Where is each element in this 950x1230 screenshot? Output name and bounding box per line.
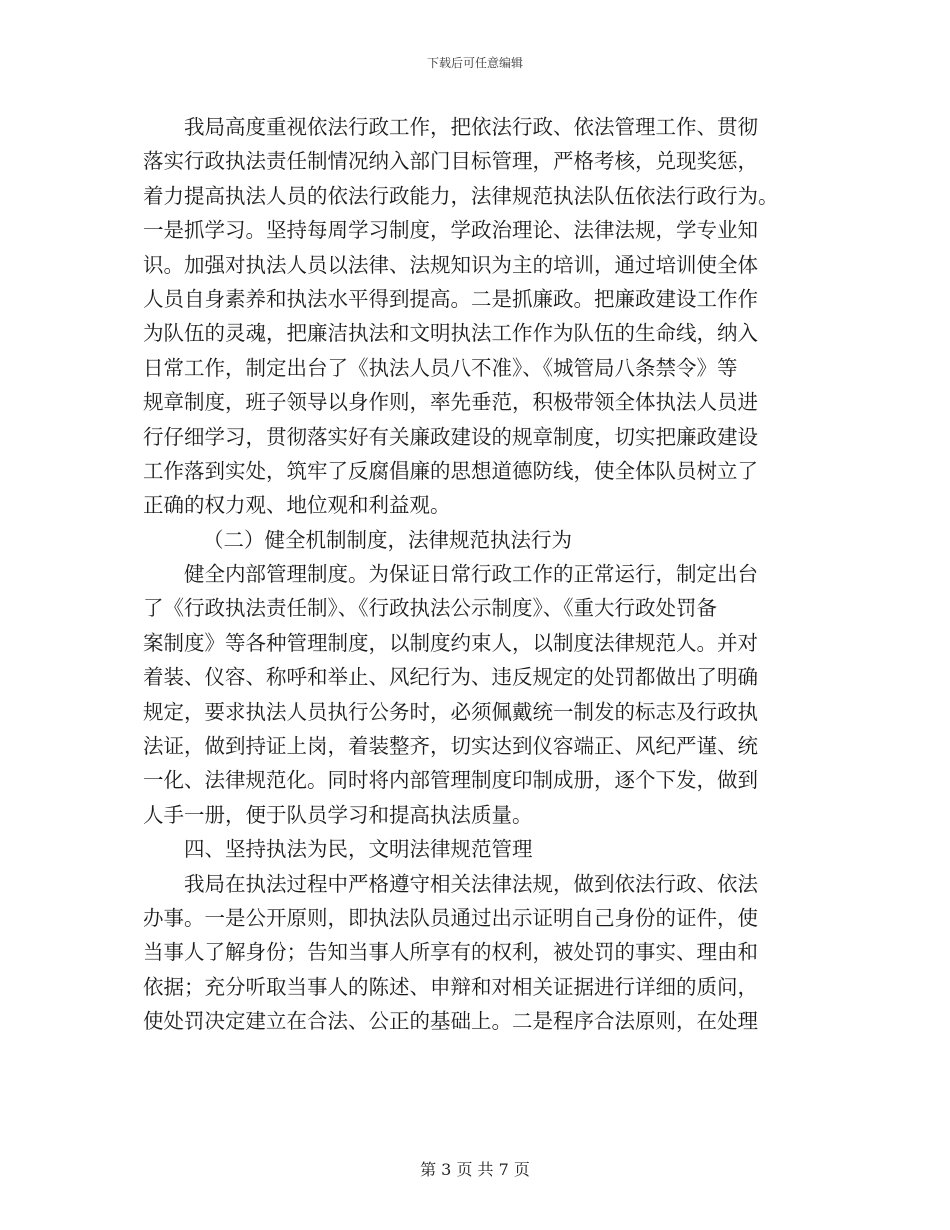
- text-line: 我局在执法过程中严格遵守相关法律法规，做到依法行政、依法: [184, 871, 758, 896]
- text-line: 正确的权力观、地位观和利益观。: [143, 493, 451, 518]
- text-line: 识。加强对执法人员以法律、法规知识为主的培训，通过培训使全体: [143, 252, 758, 277]
- text-line: 健全内部管理制度。为保证日常行政工作的正常运行，制定出台: [184, 562, 758, 587]
- page-header: 下载后可任意编辑: [426, 56, 523, 70]
- text-line: （二）健全机制制度，法律规范执法行为: [203, 527, 572, 552]
- text-line: 着装、仪容、称呼和举止、风纪行为、违反规定的处罚都做出了明确: [143, 665, 758, 690]
- text-line: 人员自身素养和执法水平得到提高。二是抓廉政。把廉政建设工作作: [143, 286, 758, 311]
- text-line: 使处罚决定建立在合法、公正的基础上。二是程序合法原则，在处理: [143, 1009, 758, 1034]
- text-line: 日常工作，制定出台了《执法人员八不准》、《城管局八条禁令》等: [143, 355, 738, 380]
- text-line: 行仔细学习，贯彻落实好有关廉政建设的规章制度，切实把廉政建设: [143, 424, 758, 449]
- text-line: 规章制度，班子领导以身作则，率先垂范，积极带领全体执法人员进: [143, 390, 758, 415]
- text-line: 我局高度重视依法行政工作，把依法行政、依法管理工作、贯彻: [184, 115, 758, 139]
- text-line: 工作落到实处，筑牢了反腐倡廉的思想道德防线，使全体队员树立了: [143, 458, 758, 483]
- text-line: 法证，做到持证上岗，着装整齐，切实达到仪容端正、风纪严谨、统: [143, 734, 758, 759]
- text-line: 四、坚持执法为民，文明法律规范管理: [184, 837, 533, 862]
- text-line: 规定，要求执法人员执行公务时，必须佩戴统一制发的标志及行政执: [143, 699, 758, 724]
- text-line: 为队伍的灵魂，把廉洁执法和文明执法工作作为队伍的生命线，纳入: [143, 321, 758, 346]
- text-line: 一是抓学习。坚持每周学习制度，学政治理论、法律法规，学专业知: [143, 218, 758, 243]
- text-line: 着力提高执法人员的依法行政能力，法律规范执法队伍依法行政行为。: [143, 183, 779, 208]
- text-line: 当事人了解身份；告知当事人所享有的权利，被处罚的事实、理由和: [143, 940, 758, 965]
- text-line: 了《行政执法责任制》、《行政执法公示制度》、《重大行政处罚备: [143, 596, 717, 621]
- text-line: 案制度》等各种管理制度，以制度约束人，以制度法律规范人。并对: [143, 630, 758, 655]
- text-line: 人手一册，便于队员学习和提高执法质量。: [143, 802, 533, 827]
- text-line: 一化、法律规范化。同时将内部管理制度印制成册，逐个下发，做到: [143, 768, 758, 793]
- document-body: [143, 110, 815, 1039]
- text-line: 依据；充分听取当事人的陈述、申辩和对相关证据进行详细的质问，: [143, 974, 758, 999]
- text-line: 落实行政执法责任制情况纳入部门目标管理，严格考核，兑现奖惩，: [143, 149, 758, 174]
- text-line: 办事。一是公开原则，即执法队员通过出示证明自己身份的证件，使: [143, 905, 758, 930]
- page-footer: 第 3 页 共 7 页: [420, 1160, 530, 1179]
